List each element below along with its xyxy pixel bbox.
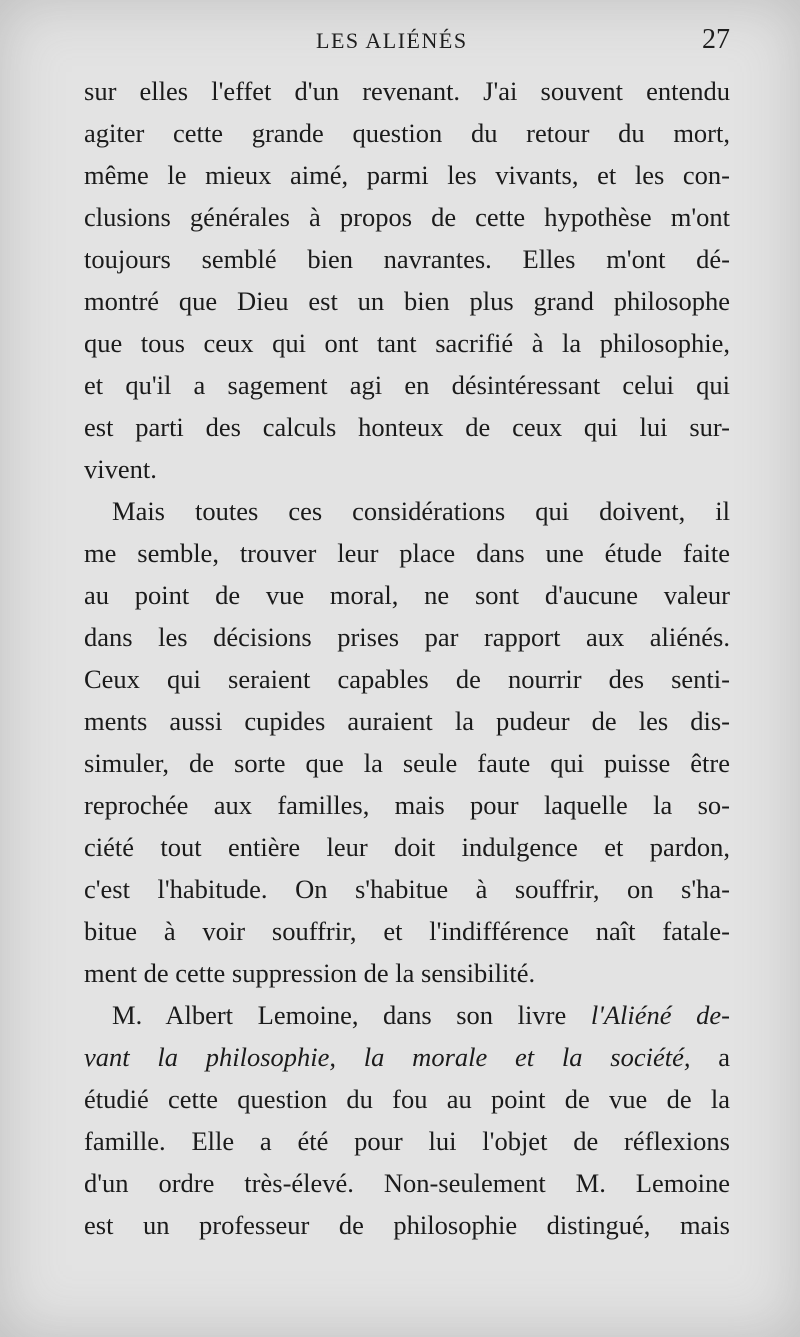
text-line: ciété tout entière leur doit indulgence et pardon, [84, 832, 730, 862]
page-header [84, 24, 730, 64]
text-line [84, 994, 730, 1036]
book-title-italic: l'Aliéné de- [590, 1000, 730, 1030]
text-line: famille. Elle a été pour lui l'objet de réflexions [84, 1126, 730, 1156]
book-title-italic: vant la philosophie, la morale et la société, [84, 1042, 691, 1072]
text-line: d'un ordre très-élevé. Non-seulement M. Lemoine [84, 1168, 730, 1198]
running-title: LES ALIÉNÉS [316, 28, 468, 53]
text-line: que tous ceux qui ont tant sacrifié à la philosophie, [84, 328, 730, 358]
text-line: montré que Dieu est un bien plus grand philosophe [84, 286, 730, 316]
text-line: est un professeur de philosophie distingué, mais [84, 1210, 730, 1240]
body-text [84, 70, 730, 1246]
text-line: Ceux qui seraient capables de nourrir des senti- [84, 664, 730, 694]
text-line: même le mieux aimé, parmi les vivants, et les con- [84, 160, 730, 190]
text-line: est parti des calculs honteux de ceux qui lui sur- [84, 412, 730, 442]
text-line: me semble, trouver leur place dans une étude faite [84, 538, 730, 568]
text-line: sur elles l'effet d'un revenant. J'ai souvent entendu [84, 76, 730, 106]
page-number: 27 [702, 24, 730, 55]
text-line [84, 1036, 730, 1078]
text-line: agiter cette grande question du retour du mort, [84, 118, 730, 148]
text-line: et qu'il a sagement agi en désintéressant celui qui [84, 370, 730, 400]
text-line: reprochée aux familles, mais pour laquelle la so- [84, 790, 730, 820]
text-line: simuler, de sorte que la seule faute qui puisse être [84, 748, 730, 778]
text-line: Mais toutes ces considérations qui doivent, il [112, 496, 730, 526]
text-line: bitue à voir souffrir, et l'indifférence naît fatale- [84, 916, 730, 946]
text-line: vivent. [84, 454, 157, 484]
text-line: c'est l'habitude. On s'habitue à souffrir, on s'ha- [84, 874, 730, 904]
text-line: dans les décisions prises par rapport aux aliénés. [84, 622, 730, 652]
text-line: clusions générales à propos de cette hypothèse m'ont [84, 202, 730, 232]
text-line: au point de vue moral, ne sont d'aucune valeur [84, 580, 730, 610]
text-line: toujours semblé bien navrantes. Elles m'ont dé- [84, 244, 730, 274]
text-run: M. Albert Lemoine, dans son livre [112, 1000, 591, 1030]
text-line: ment de cette suppression de la sensibilité. [84, 958, 536, 988]
text-line: étudié cette question du fou au point de vue de la [84, 1084, 730, 1114]
text-line: ments aussi cupides auraient la pudeur de les dis- [84, 706, 730, 736]
text-run: a [690, 1042, 730, 1072]
